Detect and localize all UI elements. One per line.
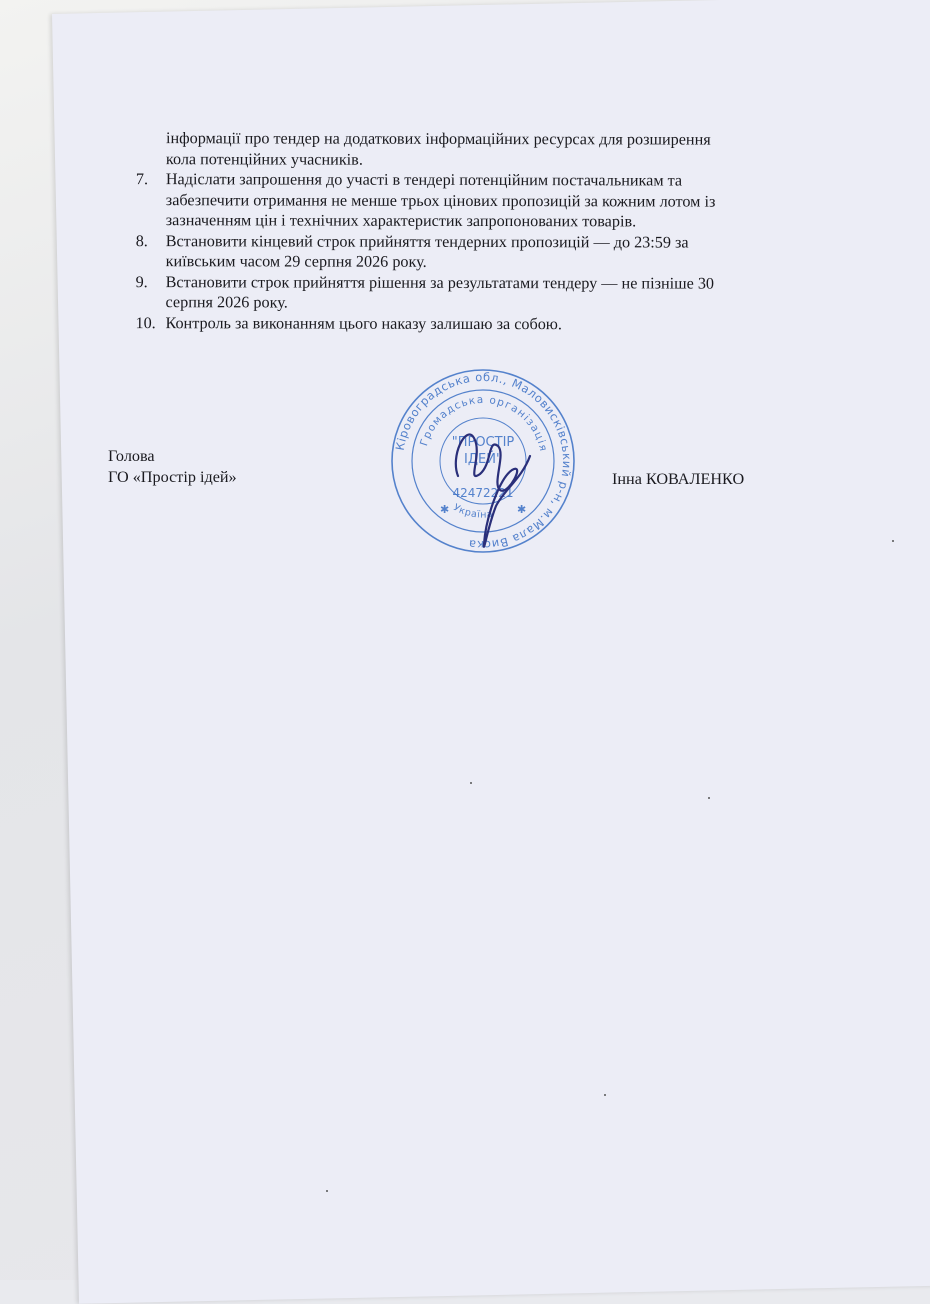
- item-line: Встановити строк прийняття рішення за результатами тендеру — не пізніше 30: [165, 272, 715, 293]
- item-number: 9.: [135, 272, 148, 291]
- position-title: Голова: [108, 447, 155, 465]
- svg-text:Україна: Україна: [451, 502, 494, 521]
- svg-text:"ПРОСТІР: "ПРОСТІР: [451, 435, 515, 450]
- item-number: 10.: [135, 313, 156, 332]
- scan-speck: [604, 1094, 606, 1096]
- item-line: зазначенням цін і технічних характеристик запропонованих товарів.: [165, 211, 637, 231]
- item-line: київським часом 29 серпня 2026 року.: [165, 252, 427, 271]
- item-line: серпня 2026 року.: [165, 293, 288, 312]
- item-line: Встановити кінцевий строк прийняття тендерних пропозицій — до 23:59 за: [165, 231, 689, 252]
- svg-text:✱: ✱: [517, 503, 527, 516]
- item-number: 8.: [135, 231, 148, 250]
- list-item-10: [101, 312, 821, 334]
- stamp-seal-graphic: [388, 366, 578, 556]
- svg-text:42472221: 42472221: [452, 486, 514, 500]
- svg-text:ІДЕЙ": ІДЕЙ": [464, 452, 502, 467]
- item-line: забезпечити отримання не менше трьох цінових пропозицій за кожним лотом із: [165, 190, 716, 211]
- signatory-name: Інна КОВАЛЕНКО: [612, 470, 745, 488]
- continuation-line-1: інформації про тендер на додаткових інформаційних ресурсах для розширення: [165, 129, 711, 149]
- continuation-line-2: кола потенційних учасників.: [165, 149, 363, 169]
- scan-speck: [892, 540, 894, 542]
- svg-text:✱: ✱: [440, 503, 450, 516]
- signatory-position: [108, 446, 237, 488]
- scan-speck: [708, 797, 710, 799]
- official-stamp: [388, 366, 578, 556]
- scan-speck: [470, 782, 472, 784]
- svg-text:Кіровоградська обл., Маловискі: Кіровоградська обл., Маловисківський р-н, м.Мала Виска: [392, 369, 575, 553]
- item-line: Контроль за виконанням цього наказу залишаю за собою.: [165, 313, 562, 333]
- list-item-7: [102, 169, 822, 232]
- list-item-8: [102, 230, 822, 273]
- scan-speck: [326, 1190, 328, 1192]
- list-item-9: [102, 271, 822, 314]
- item-number: 7.: [135, 170, 149, 189]
- organization-name: ГО «Простір ідей»: [108, 468, 237, 486]
- svg-text:Громадська організація: Громадська організація: [418, 393, 550, 454]
- item-line: Надіслати запрошення до участі в тендері потенційним постачальникам та: [165, 170, 683, 190]
- document-body: [101, 128, 822, 335]
